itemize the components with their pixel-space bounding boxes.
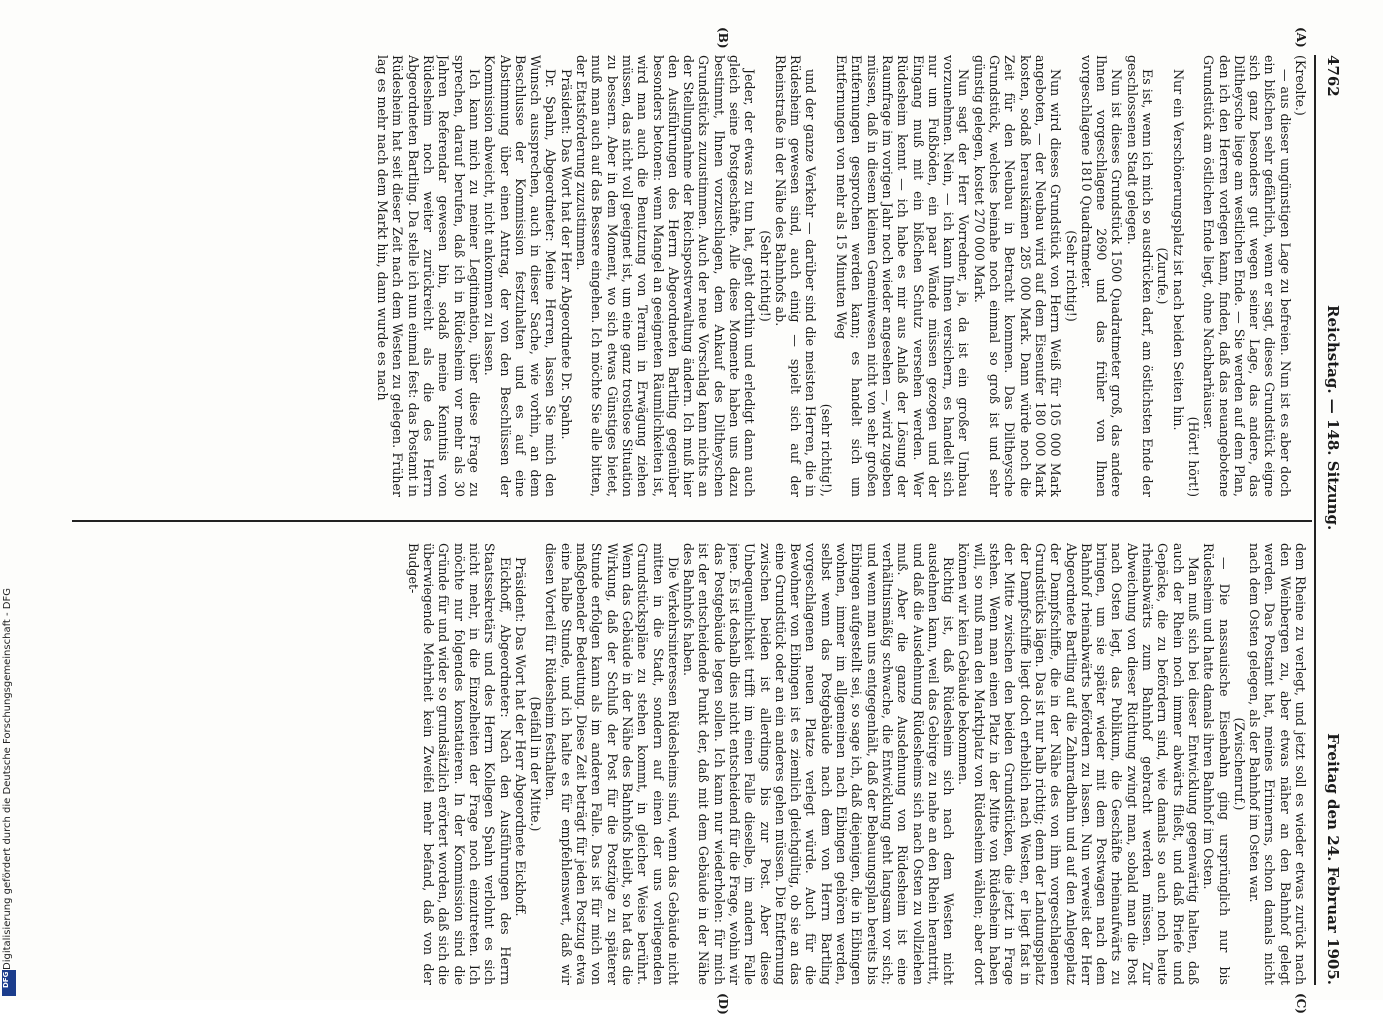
paragraph: — Die nassauische Eisenbahn ging ursprünglich nur bis Rüdesheim und hatte damals ihren Bahnhof im Osten. (1201, 543, 1232, 985)
paragraph: Nur ein Verschönerungsplatz ist nach beiden Seiten hin. (1170, 69, 1186, 431)
page-header (1318, 55, 1342, 985)
dfg-logo-text: DFG (2, 971, 10, 988)
footer-credit-text: Digitalisierung gefördert durch die Deutsche Forschungsgemeinschaft - DFG (2, 587, 13, 970)
paragraph: Es ist, wenn ich mich so ausdrücken darf, am östlichsten Ende der geschlossenen Stadt gelegen. (1124, 55, 1156, 497)
paragraph: Die Verkehrsinteressen Rüdesheims sind, wenn das Gebäude nicht mitten in die Stadt, sondern auf einen der uns vorliegenden Grundstückspläne zu stehen kommt, in gleicher Weise berührt. Wenn das Gebäude in der Nähe des Bahnhofs bleibt, so hat das die Wirkung, daß der Schluß der Post für die Postzüge zu späterer Stunde erfolgen kann als im anderen Falle. Das ist für mich von maßgebender Bedeutung. Diese Zeit beträgt für jeden Postzug etwa eine halbe Stunde, und ich halte es für empfehlenswert, daß wir diesen Vorteil für Rüdesheim festhalten. (543, 543, 681, 985)
paragraph: Richtig ist, daß Rüdesheim sich nach dem Westen nicht ausdehnen kann, weil das Gebirge zu nahe an den Rhein herantritt, und daß die Ausdehnung Rüdesheims sich nach Osten zu vollziehen muß. Aber die ganze Ausdehnung von Rüdesheim ist eine verhältnismäßig schwache, die Entwicklung geht langsam vor sich; und wenn man uns entgegenhält, daß der Bebauungsplan bereits bis Eibingen aufgestellt sei, so sage ich, daß diejenigen, die in Eibingen wohnen, immer im allgemeinen nach Eibingen gehören werden, selbst wenn das Postgebäude nach dem von Herrn Bartling vorgeschlagenen neuen Platze verlegt würde. Auch für die Bewohner von Eibingen ist es ziemlich gleichgültig, ob sie an das eine Grundstück oder an ein anderes gehen müssen. Die Entfernung zwischen beiden ist allerdings bis zur Post. Aber diese Unbequemlichkeit trifft im einen Falle dieselbe, im andern Falle jene. Es ist deshalb dies nicht entscheidend für die Frage, wohin wir das Postgebäude legen sollen. Ich kann nur wiederholen: für mich ist der entscheidende Punkt der, daß mit dem Gebäude in der Nähe des Bahnhofs haben. (681, 543, 957, 985)
paragraph: Nun sagt der Herr Vorredner, ja, da ist ein großer Umbau vorzunehmen. Nein, — ich kann Ihnen versichern, es handelt sich nur um Fußböden, ein paar Wände müssen gezogen und der Eingang muß mit ein bißchen Schutz versehen werden. Wer Rüdesheim kennt — ich habe es mir aus Anlaß der Lösung der Raumfrage im vorigen Jahr noch wieder angesehen —, wird zugeben müssen, daß in diesem kleinen Gemeinwesen nicht von sehr großen Entfernungen gesprochen werden kann; es handelt sich um Entfernungen von mehr als 15 Minuten Weg (834, 55, 972, 497)
paragraph: Man muß sich bei dieser Entwicklung gegenwärtig halten, daß auch der Rhein noch immer abwärts fließt, und daß Briefe und Gepäcke, die zu befördern sind, wie damals so auch noch heute rheinabwärts zum Bahnhof gebracht werden müssen. Zur Abweichung von dieser Richtung zwingt man, sobald man die Post nach Osten legt, das Publikum, die Geschäfte rheinaufwärts zu bringen, um sie später wieder mit dem Postwagen nach dem Bahnhof rheinabwärts befördern zu lassen. Nun verweist der Herr Abgeordnete Bartling auf die Zahnradbahn und auf den Anlegeplatz der Dampfschiffe, die in der Nähe des von ihm vorgeschlagenen Grundstücks lägen. Das ist nur halb richtig; denn der Landungsplatz der Dampfschiffe liegt doch erheblich nach Westen, er liegt fast in der Mitte zwischen den beiden Grundstücken, die jetzt in Frage stehen. Wenn man einen Platz in der Mitte von Rüdesheim haben will, so muß man den Marktplatz von Rüdesheim wählen; aber dort können wir kein Gebäude bekommen. (956, 543, 1201, 985)
paragraph: (Zurufe.) (1155, 247, 1171, 305)
paragraph: (Sehr richtig!) (1063, 230, 1079, 322)
paragraph: (sehr richtig!), (818, 403, 834, 497)
paragraph: — aus dieser ungünstigen Lage zu befreien. Nun ist es aber doch ein bißchen sehr gefährlich, wenn er sagt, dieses Grundstück eigne sich ganz besonders gut wegen seiner Lage, das andere, das Diltheysche liege am westlichen Ende. — Sie werden auf dem Plan, den ich den Herren vorlegen kann, finden, daß das neuangebotene Grundstück am östlichen Ende liegt, ohne Nachbarhäuser. (1201, 55, 1293, 497)
paragraph: (Beifall in der Mitte.) (528, 696, 544, 832)
digitization-footer (2, 370, 18, 990)
session-title: Reichstag. — 148. Sitzung. (1324, 305, 1342, 531)
session-date: Freitag den 24. Februar 1905. (1324, 733, 1342, 985)
margin-marker-c: (C) (1294, 993, 1308, 1014)
dfg-logo (2, 970, 16, 996)
paragraph: Dr. Spahn, Abgeordneter: Meine Herren, lassen Sie mich den Wunsch aussprechen, auch in dieser Sache, wie vorhin, an dem Beschlusse der Kommission festzuhalten und es auf eine Abstimmung über einen Antrag, der von den Beschlüssen der Kommission abweicht, nicht ankommen zu lassen. (482, 55, 559, 497)
header-rule (1314, 55, 1316, 985)
paragraph: Jeder, der etwas zu tun hat, geht dorthin und erledigt dann auch gleich seine Postgeschäfte. Alle diese Momente haben uns dazu bestimmt, Ihnen vorzuschlagen, dem Ankauf des Diltheyschen Grundstücks zuzustimmen. Auch der neue Vorschlag kann nichts an der Stellungnahme der Reichspostverwaltung ändern. Ich muß hier den Ausführungen des Herrn Abgeordneten Bartling gegenüber besonders betonen: wenn Mangel an geeigneten Räumlichkeiten ist, wird man auch die Benutzung von Terrain in Erwägung ziehen müssen, das nicht voll geeignet ist, um eine ganz trostlose Situation zu bessern. Aber in dem Moment, wo sich etwas Günstiges bietet, muß man auch auf das Bessere eingehen. Ich möchte Sie alle bitten, der Etatsforderung zuzustimmen. (574, 55, 758, 497)
paragraph: Ich kann mich zu meiner Legitimation, über diese Frage zu sprechen, darauf berufen, daß ich in Rüdesheim vor mehr als 30 Jahren Referendar gewesen bin, sodaß meine Kenntnis von Rüdesheim noch weiter zurückreicht als die des Herrn Abgeordneten Bartling. Da stelle ich nun einmal fest: das Postamt in Rüdesheim hat seit dieser Zeit nach dem Westen zu gelegen. Früher lag es mehr nach dem Markt hin, dann wurde es nach (375, 55, 482, 497)
margin-marker-a: (A) (1294, 27, 1308, 48)
paragraph: (Sehr richtig!) (757, 230, 773, 322)
paragraph: und der ganze Verkehr — darüber sind die meisten Herren, die in Rüdesheim gewesen sind, auch einig — spielt sich auf der Rheinstraße in der Nähe des Bahnhofs ab. (772, 55, 819, 497)
paragraph: Eickhoff, Abgeordneter: Nach den Ausführungen des Herrn Staatssekretärs und des Herrn Kollegen Spahn verlohnt es sich nicht mehr, in die Einzelheiten der Frage noch einzutreten. Ich möchte nur folgendes konstatieren. In der Kommission sind die Gründe für und wider so grundsätzlich erörtert worden, daß sich die überwiegende Mehrheit kein Zweifel mehr befand, daß von der Budget- (405, 543, 513, 985)
paragraph: (Kreolte.) (1293, 55, 1308, 116)
paragraph: Präsident: Das Wort hat der Herr Abgeordnete Eickhoff. (512, 557, 528, 917)
margin-marker-d: (D) (716, 993, 730, 1015)
paragraph: Nun wird dieses Grundstück von Herrn Weiß für 105 000 Mark angeboten, — der Neubau wird auf dem Eisenufer 180 000 Mark kosten, sodaß herauskämen 285 000 Mark. Dann würde noch die Zeit für den Neubau in Betracht kommen. Das Diltheysche Grundstück, welches beinahe noch einmal so groß ist und sehr günstig gelegen, kostet 270 000 Mark. (971, 55, 1064, 497)
paragraph: Präsident: Das Wort hat der Herr Abgeordnete Dr. Spahn. (558, 69, 574, 440)
right-text-column (58, 543, 1308, 985)
paragraph: (Hört! hört!) (1185, 416, 1201, 497)
page-number: 4762 (1324, 55, 1342, 97)
paragraph: Nun ist dieses Grundstück 1500 Quadratmeter groß, das andere Ihnen vorgeschlagene 2690 und das früher von Ihnen vorgeschlagene 1810 Quadratmeter. (1078, 55, 1125, 497)
column-divider (72, 520, 1312, 522)
margin-marker-b: (B) (716, 27, 730, 49)
rotated-page-content (42, 27, 1342, 1015)
paragraph: dem Rheine zu verlegt, und jetzt soll es wieder etwas zurück nach den Weinbergen zu, aber etwas näher an den Bahnhof gelegt werden. Das Postamt hat, meines Erinnerns, schon damals nicht nach dem Osten gelegen, als der Bahnhof im Osten war. (1247, 543, 1308, 985)
paragraph: (Zwischenruf.) (1231, 717, 1247, 811)
left-text-column (58, 55, 1308, 497)
